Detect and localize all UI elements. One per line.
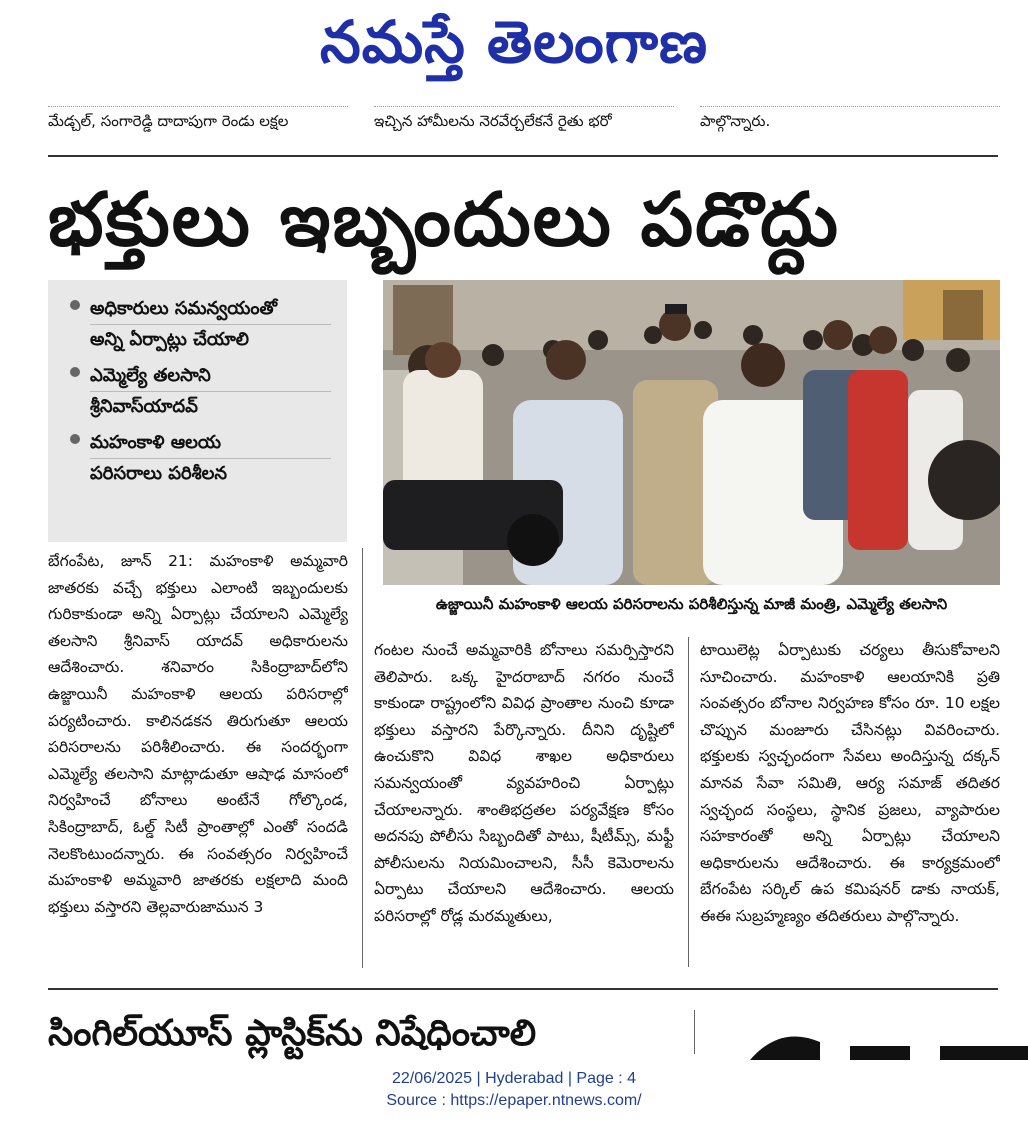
crowd-photo-illustration: [383, 280, 1000, 585]
article-column-3: [700, 637, 1000, 967]
divider-rule: [48, 988, 998, 990]
highlight-line: శ్రీనివాస్‌యాదవ్: [90, 396, 198, 417]
bullet-icon: [70, 367, 80, 377]
top-strip-text: పాల్గొన్నారు.: [700, 112, 771, 130]
highlight-line: అన్ని ఏర్పాట్లు చేయాలి: [90, 329, 249, 350]
article-paragraph: టాయిలెట్ల ఏర్పాటుకు చర్యలు తీసుకోవాలని సూచించారు. మహంకాళి ఆలయానికి ప్రతి సంవత్సరం బోనాల నిర్వహణ కోసం రూ. 10 లక్షల చొప్పున మంజూరు చేసినట్లు వివరించారు. భక్తులకు స్వచ్ఛందంగా సేవలు అందిస్తున్న దక్కన్ మానవ సేవా సమితి, ఆర్య సమాజ్ తదితర స్వచ్ఛంద సంస్థలు, స్థానిక ప్రజలు, వ్యాపారుల సహకారంతో అన్ని ఏర్పాట్లు చేయాలని అధికారులను ఆదేశించారు. ఈ కార్యక్రమంలో బేగంపేట సర్కిల్ ఉప కమిషనర్ డాకు నాయక్, ఈఈ సుబ్రహ్మణ్యం తదితరులు పాల్గొన్నారు.: [700, 641, 1000, 925]
footer-source: Source : https://epaper.ntnews.com/: [386, 1092, 642, 1109]
top-strip-text: ఇచ్చిన హామీలను నెరవేర్చలేకనే రైతు భరో: [374, 112, 612, 130]
highlight-line: ఎమ్మెల్యే తలసాని: [90, 361, 331, 392]
photo-caption: ఉజ్జాయినీ మహంకాళి ఆలయ పరిసరాలను పరిశీలిస్తున్న మాజీ మంత్రి, ఎమ్మెల్యే తలసాని: [435, 595, 948, 613]
divider-rule: [48, 155, 998, 157]
article-paragraph: బేగంపేట, జూన్ 21: మహంకాళి అమ్మవారి జాతరకు వచ్చే భక్తులు ఎలాంటి ఇబ్బందులకు గురికాకుండా అన్ని ఏర్పాట్లు చేయాలని ఎమ్మెల్యే తలసాని శ్రీనివాస్ యాదవ్ అధికారులను ఆదేశించారు. శనివారం సికింద్రాబాద్‌లోని ఉజ్జాయినీ మహంకాళి ఆలయ పరిసరాల్లో పర్యటించారు. కాలినడకన తిరుగుతూ ఆలయ పరిసరాలను పరిశీలించారు. ఈ సందర్భంగా ఎమ్మెల్యే తలసాని మాట్లాడుతూ ఆషాఢ మాసంలో నిర్వహించే బోనాలు అంటేనే గోల్కొండ, సికింద్రాబాద్, ఓల్డ్ సిటీ ప్రాంతాల్లో ఎంతో సందడి నెలకొంటుందన్నారు. ఈ సంవత్సరం నిర్వహించే మహంకాళి అమ్మవారి జాతరకు లక్షలాది మంది భక్తులు వస్తారని తెల్లవారుజామున 3: [48, 552, 348, 916]
clipped-text-edge: [700, 94, 1000, 107]
top-strip-text: మేడ్చల్, సంగారెడ్డి దాదాపుగా రెండు లక్షల: [48, 112, 289, 130]
top-strip-column-1: [48, 94, 348, 140]
clipped-text-edge: [48, 94, 348, 107]
highlight-item: [68, 428, 331, 489]
clipped-heading-fragment: [740, 1020, 1028, 1060]
newspaper-logo: నమస్తే తెలంగాణ: [320, 8, 708, 76]
clipped-text-edge: [374, 94, 674, 107]
highlight-item: [68, 294, 331, 355]
bullet-icon: [70, 300, 80, 310]
highlight-item: [68, 361, 331, 422]
article-column-1: [48, 548, 348, 968]
article-column-2: [374, 637, 674, 967]
highlight-line: పరిసరాలు పరిశీలన: [90, 463, 227, 484]
article-headline: భక్తులు ఇబ్బందులు పడొద్దు: [48, 177, 840, 263]
article-paragraph: గంటల నుంచే అమ్మవారికి బోనాలు సమర్పిస్తారని తెలిపారు. ఒక్క హైదరాబాద్ నగరం నుంచే కాకుండా రాష్ట్రంలోని వివిధ ప్రాంతాల నుంచి కూడా భక్తులు వస్తారని పేర్కొన్నారు. దీనిని దృష్టిలో ఉంచుకొని వివిధ శాఖల అధికారులు సమన్వయంతో వ్యవహరించి ఏర్పాట్లు చేయాలన్నారు. శాంతిభద్రతల పర్యవేక్షణ కోసం అదనపు పోలీసు సిబ్బందితో పాటు, షీటీమ్స్, మఫ్టీ పోలీసులను నియమించాలని, సీసీ కెమెరాలను ఏర్పాటు చేయాలని ఆదేశించారు. ఆలయ పరిసరాల్లో రోడ్ల మరమ్మతులు,: [374, 641, 674, 925]
masthead: [0, 0, 1028, 86]
top-strip-column-3: [700, 94, 1000, 140]
highlight-line: అధికారులు సమన్వయంతో: [90, 294, 331, 325]
top-strip-column-2: [374, 94, 674, 140]
column-divider: [688, 637, 689, 967]
bullet-icon: [70, 434, 80, 444]
column-divider: [694, 1010, 695, 1054]
next-article-headline: సింగిల్‌యూస్ ప్లాస్టిక్‌ను నిషేధించాలి: [48, 1013, 537, 1054]
page-footer: [0, 1068, 1028, 1112]
highlight-line: మహంకాళి ఆలయ: [90, 428, 331, 459]
footer-edition-info: 22/06/2025 | Hyderabad | Page : 4: [391, 1070, 637, 1087]
highlights-box: [48, 280, 347, 542]
news-photo: [383, 280, 1000, 585]
column-divider: [362, 548, 363, 968]
